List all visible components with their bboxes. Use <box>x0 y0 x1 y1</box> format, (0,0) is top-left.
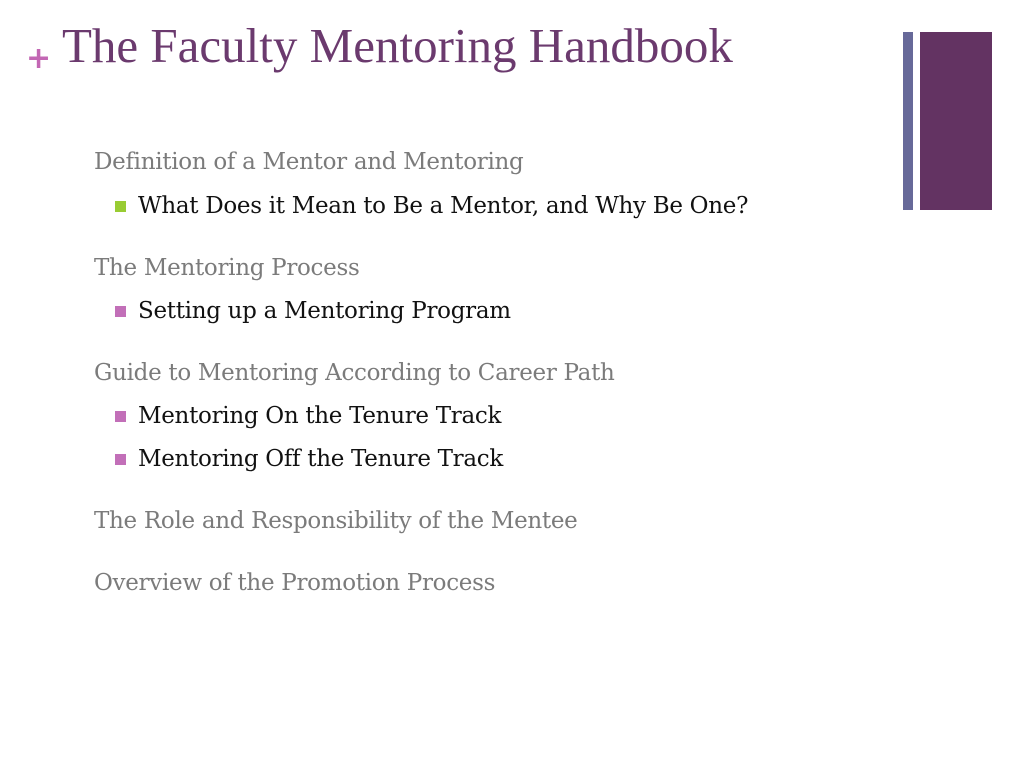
bullet-square-icon <box>115 306 126 317</box>
outline-subitem-on-tenure-track: Mentoring On the Tenure Track <box>138 403 502 429</box>
outline-heading-definition: Definition of a Mentor and Mentoring <box>94 149 524 175</box>
bullet-square-icon <box>115 201 126 212</box>
slide-title: The Faculty Mentoring Handbook <box>62 18 733 73</box>
accent-bar-thick <box>920 32 992 210</box>
outline-subitem-setting-up-program: Setting up a Mentoring Program <box>138 298 511 324</box>
accent-bar-thin <box>903 32 913 210</box>
outline-heading-promotion-process: Overview of the Promotion Process <box>94 570 496 596</box>
outline-subitem-off-tenure-track: Mentoring Off the Tenure Track <box>138 446 504 472</box>
outline-heading-career-path: Guide to Mentoring According to Career Path <box>94 360 615 386</box>
outline-heading-mentoring-process: The Mentoring Process <box>94 255 360 281</box>
bullet-square-icon <box>115 454 126 465</box>
outline-subitem-what-does-it-mean: What Does it Mean to Be a Mentor, and Why Be One? <box>138 193 749 219</box>
outline-heading-role-of-mentee: The Role and Responsibility of the Mentee <box>94 508 578 534</box>
plus-icon: + <box>26 41 52 76</box>
bullet-square-icon <box>115 411 126 422</box>
